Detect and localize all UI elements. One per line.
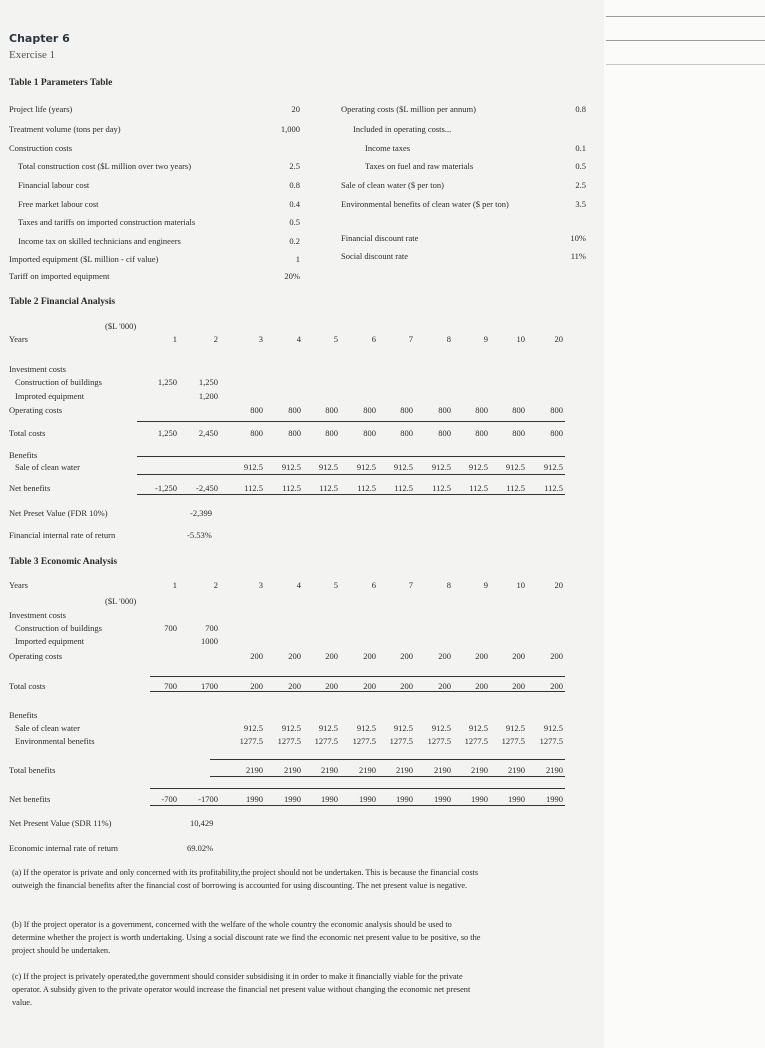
table1-title: Table 1 Parameters Table [9, 78, 113, 88]
row-label: Operating costs [9, 651, 63, 661]
year-header: 4 [296, 334, 301, 344]
year-header: 7 [408, 580, 413, 590]
scan-margin [604, 0, 765, 1048]
row-label: Total costs [9, 428, 46, 438]
table-cell: 1990 [546, 794, 563, 804]
years-label: Years [9, 580, 28, 590]
table-cell: 200 [288, 681, 301, 691]
table-cell: 1277.5 [501, 736, 525, 746]
npv-label: Net Present Value (SDR 11%) [9, 818, 112, 828]
table-cell: 2190 [396, 765, 413, 775]
table-cell: 200 [363, 651, 376, 661]
table-cell: 912.5 [468, 723, 488, 733]
table-cell: 1277.5 [277, 736, 301, 746]
row-label: Net benefits [9, 794, 51, 804]
year-header: 3 [258, 580, 263, 590]
year-header: 1 [172, 334, 177, 344]
param-value: 3.5 [575, 199, 586, 209]
scan-rule-3 [606, 64, 765, 65]
table-cell: 1990 [471, 794, 488, 804]
table-cell: 800 [250, 405, 263, 415]
table-rule [137, 421, 565, 422]
table-rule [137, 494, 565, 495]
param-label: Taxes on fuel and raw materials [365, 161, 474, 171]
year-header: 5 [333, 580, 338, 590]
irr-value: 69.02% [187, 843, 214, 853]
table-cell: 112.5 [319, 483, 338, 493]
table-cell: 2,450 [198, 428, 218, 438]
chapter-heading: Chapter 6 [9, 32, 70, 45]
param-value: 0.5 [575, 161, 586, 171]
table-cell: 1277.5 [389, 736, 413, 746]
table-cell: 112.5 [394, 483, 413, 493]
param-value: 11% [570, 251, 586, 261]
param-value: 0.4 [289, 199, 300, 209]
table-cell: 200 [325, 651, 338, 661]
year-header: 1 [172, 580, 177, 590]
row-label: Operating costs [9, 405, 63, 415]
table-cell: 1277.5 [352, 736, 376, 746]
table-cell: 200 [250, 651, 263, 661]
param-label: Included in operating costs... [353, 124, 452, 134]
table-cell: 912.5 [505, 723, 525, 733]
table-cell: 800 [363, 428, 376, 438]
param-value: 2.5 [289, 161, 300, 171]
year-header: 4 [296, 580, 301, 590]
year-header: 2 [213, 334, 218, 344]
table-cell: 200 [550, 651, 563, 661]
row-label: Construction of buildings [15, 377, 102, 387]
table-cell: 200 [512, 681, 525, 691]
table-cell: 2190 [284, 765, 301, 775]
table-cell: 912.5 [393, 723, 413, 733]
table-cell: 200 [400, 651, 413, 661]
table-cell: 912.5 [243, 723, 263, 733]
table-cell: 200 [550, 681, 563, 691]
npv-value: -2,399 [190, 508, 212, 518]
table-cell: 800 [512, 405, 525, 415]
table-cell: 200 [438, 651, 451, 661]
param-label: Financial labour cost [18, 180, 90, 190]
year-header: 8 [446, 334, 451, 344]
table-cell: 200 [475, 651, 488, 661]
table-cell: 1990 [359, 794, 376, 804]
table-cell: 1990 [246, 794, 263, 804]
table-cell: 800 [400, 428, 413, 438]
table-cell: 800 [550, 428, 563, 438]
param-value: 0.8 [289, 180, 300, 190]
table-cell: 800 [512, 428, 525, 438]
table-rule [137, 456, 565, 457]
table-cell: 112.5 [432, 483, 451, 493]
table-rule [137, 474, 565, 475]
npv-label: Net Preset Value (FDR 10%) [9, 508, 108, 518]
row-label: Sale of clean water [15, 723, 80, 733]
table-cell: 912.5 [356, 723, 376, 733]
table-cell: 800 [363, 405, 376, 415]
table-cell: 912.5 [431, 462, 451, 472]
table-cell: 800 [250, 428, 263, 438]
param-value: 1,000 [280, 124, 300, 134]
table-rule [150, 691, 565, 692]
table-cell: -1,250 [155, 483, 177, 493]
row-label: Imported equipment [15, 636, 85, 646]
param-label: Environmental benefits of clean water ($ per ton) [341, 199, 509, 209]
table-cell: 912.5 [318, 462, 338, 472]
scan-rule-top [606, 16, 765, 17]
table-cell: 1990 [508, 794, 525, 804]
table-cell: -2,450 [196, 483, 218, 493]
param-label: Project life (years) [9, 104, 73, 114]
year-header: 9 [483, 580, 488, 590]
table-cell: 700 [205, 623, 218, 633]
table-cell: 200 [438, 681, 451, 691]
table-cell: 200 [512, 651, 525, 661]
table-cell: 800 [475, 428, 488, 438]
table-rule [150, 676, 565, 677]
table-cell: 1990 [396, 794, 413, 804]
years-label: Years [9, 334, 28, 344]
table-cell: 800 [550, 405, 563, 415]
unit-label: ($L '000) [105, 321, 137, 331]
section-label: Benefits [9, 710, 38, 720]
year-header: 2 [213, 580, 218, 590]
table-rule [210, 776, 565, 777]
table-cell: 1277.5 [314, 736, 338, 746]
param-label: Tariff on imported equipment [9, 271, 110, 281]
exercise-heading: Exercise 1 [9, 49, 56, 61]
answer-c: (c) If the project is privately operated,the government should consider subsidising it in order to make it financially viable for the private operator. A subsidy given to the private operator would increase the financial net present value without changing the economic net present value. [12, 972, 471, 1007]
table-cell: 1990 [321, 794, 338, 804]
param-value: 2.5 [575, 180, 586, 190]
section-label: Investment costs [9, 610, 66, 620]
table-cell: 1,250 [157, 377, 177, 387]
param-value: 0.8 [575, 104, 586, 114]
table-cell: 112.5 [282, 483, 301, 493]
param-value: 10% [570, 233, 586, 243]
table-cell: 2190 [546, 765, 563, 775]
row-label: Total costs [9, 681, 46, 691]
table-cell: 200 [363, 681, 376, 691]
section-label: Benefits [9, 450, 38, 460]
row-label: Environmental benefits [15, 736, 95, 746]
param-label: Social discount rate [341, 251, 409, 261]
year-header: 9 [483, 334, 488, 344]
table-cell: 112.5 [244, 483, 263, 493]
table-cell: 912.5 [318, 723, 338, 733]
year-header: 20 [554, 580, 563, 590]
irr-value: -5.53% [187, 530, 212, 540]
table-cell: 1700 [201, 681, 218, 691]
param-label: Imported equipment ($L million - cif value) [9, 254, 159, 264]
table-cell: 800 [400, 405, 413, 415]
table-cell: 2190 [508, 765, 525, 775]
table-cell: 1000 [201, 636, 218, 646]
table-cell: 2190 [246, 765, 263, 775]
year-header: 5 [333, 334, 338, 344]
table-cell: 200 [250, 681, 263, 691]
year-header: 8 [446, 580, 451, 590]
table-cell: 1277.5 [427, 736, 451, 746]
unit-label: ($L '000) [105, 596, 137, 606]
table3-title: Table 3 Economic Analysis [9, 557, 118, 567]
table-cell: 112.5 [544, 483, 563, 493]
answer-b: (b) If the project operator is a government, concerned with the welfare of the whole country the economic analysis should be used to determine whether the project is worth undertaking. Using a social discount rate we find the economic net present value to be positive, so the project should be undertaken. [12, 920, 481, 955]
table-cell: 200 [288, 651, 301, 661]
param-label: Taxes and tariffs on imported construction materials [18, 217, 196, 227]
param-label: Income taxes [365, 143, 411, 153]
year-header: 3 [258, 334, 263, 344]
table-cell: 2190 [321, 765, 338, 775]
table-cell: 912.5 [281, 462, 301, 472]
year-header: 6 [371, 334, 376, 344]
param-value: 0.2 [289, 236, 300, 246]
table-cell: 700 [164, 623, 177, 633]
table-cell: 2190 [434, 765, 451, 775]
table-cell: 700 [164, 681, 177, 691]
answer-a: (a) If the operator is private and only concerned with its profitability,the project should not be undertaken. This is because the financial costs outweigh the financial benefits after the financial cost of borrowing is accounted for using discounting. The net present value is negative. [12, 868, 479, 890]
table-rule [210, 759, 565, 760]
table-cell: 912.5 [543, 462, 563, 472]
row-label: Total benefits [9, 765, 56, 775]
table-cell: -700 [161, 794, 177, 804]
year-header: 10 [516, 580, 525, 590]
table-cell: 912.5 [281, 723, 301, 733]
table-cell: 200 [400, 681, 413, 691]
table-cell: 912.5 [356, 462, 376, 472]
table-cell: 1277.5 [539, 736, 563, 746]
table2-title: Table 2 Financial Analysis [9, 297, 116, 307]
table-cell: 1990 [284, 794, 301, 804]
table-cell: 912.5 [243, 462, 263, 472]
table-cell: 112.5 [469, 483, 488, 493]
table-cell: 112.5 [506, 483, 525, 493]
param-value: 20% [284, 271, 300, 281]
table-cell: 1,200 [198, 391, 218, 401]
year-header: 10 [516, 334, 525, 344]
param-label: Income tax on skilled technicians and engineers [18, 236, 181, 246]
year-header: 7 [408, 334, 413, 344]
year-header: 6 [371, 580, 376, 590]
row-label: Net benefits [9, 483, 51, 493]
table-cell: 800 [288, 428, 301, 438]
table-cell: 800 [325, 428, 338, 438]
irr-label: Economic internal rate of return [9, 843, 119, 853]
table-cell: 912.5 [393, 462, 413, 472]
table-cell: 912.5 [543, 723, 563, 733]
year-header: 20 [554, 334, 563, 344]
table-cell: 912.5 [431, 723, 451, 733]
param-label: Sale of clean water ($ per ton) [341, 180, 444, 190]
table-cell: -1700 [198, 794, 218, 804]
param-label: Construction costs [9, 143, 73, 153]
table-cell: 1,250 [157, 428, 177, 438]
param-label: Total construction cost ($L million over two years) [18, 161, 192, 171]
param-label: Operating costs ($L million per annum) [341, 104, 476, 114]
table-cell: 200 [325, 681, 338, 691]
table-cell: 1277.5 [464, 736, 488, 746]
param-value: 0.1 [575, 143, 586, 153]
table-cell: 800 [325, 405, 338, 415]
section-label: Investment costs [9, 364, 66, 374]
table-cell: 800 [475, 405, 488, 415]
table-rule [150, 788, 565, 789]
param-value: 1 [295, 254, 300, 264]
table-cell: 200 [475, 681, 488, 691]
table-cell: 800 [288, 405, 301, 415]
table-cell: 1,250 [198, 377, 218, 387]
table-cell: 1990 [434, 794, 451, 804]
param-label: Free market labour cost [18, 199, 99, 209]
table-cell: 800 [438, 428, 451, 438]
param-label: Financial discount rate [341, 233, 419, 243]
table-rule [150, 805, 565, 806]
table-cell: 2190 [471, 765, 488, 775]
table-cell: 1277.5 [239, 736, 263, 746]
row-label: Sale of clean water [15, 462, 80, 472]
row-label: Improted equipment [15, 391, 85, 401]
table-cell: 912.5 [468, 462, 488, 472]
param-label: Treatment volume (tons per day) [9, 124, 121, 134]
row-label: Construction of buildings [15, 623, 102, 633]
table-cell: 800 [438, 405, 451, 415]
table-cell: 912.5 [505, 462, 525, 472]
param-value: 20 [291, 104, 300, 114]
scan-rule-2 [606, 40, 765, 41]
npv-value: 10,429 [190, 818, 214, 828]
param-value: 0.5 [289, 217, 300, 227]
table-cell: 2190 [359, 765, 376, 775]
table-cell: 112.5 [357, 483, 376, 493]
irr-label: Financial internal rate of return [9, 530, 116, 540]
